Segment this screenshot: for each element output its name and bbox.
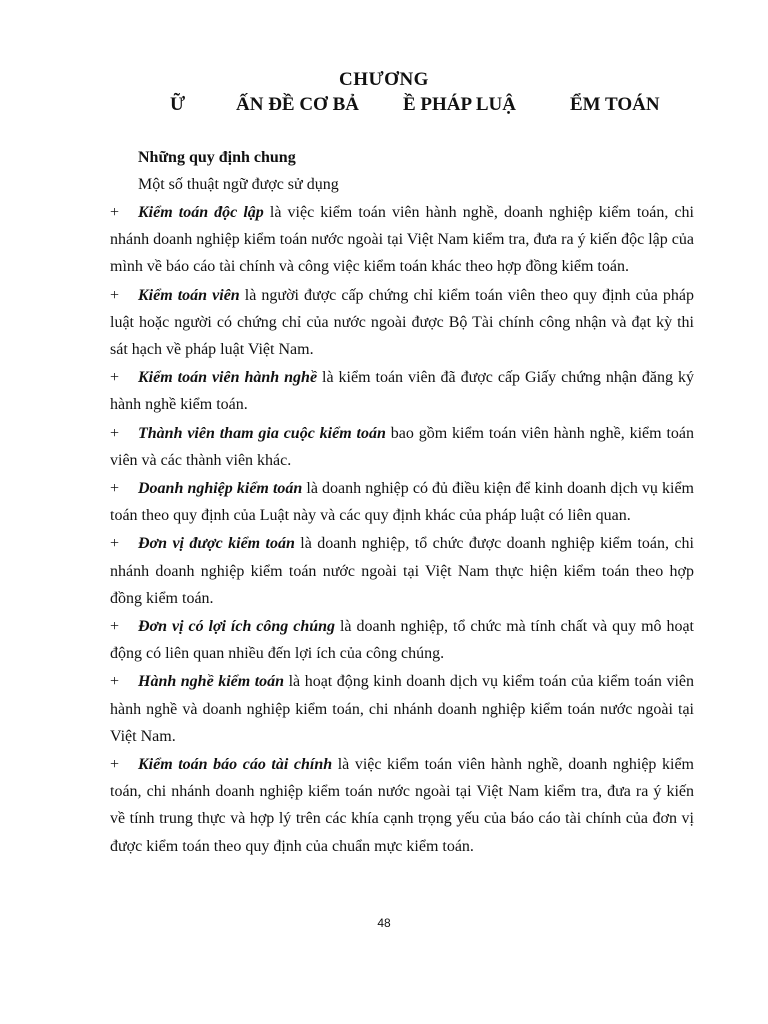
definition-item	[110, 751, 694, 860]
definition-term: Hành nghề kiểm toán	[138, 673, 285, 691]
definition-text: là doanh nghiệp, tổ chức được doanh nghiệp kiểm toán, chi nhánh doanh nghiệp kiểm toán nước ngoài tại Việt Nam thực hiện kiểm toán theo hợp đồng kiểm toán.	[110, 535, 695, 607]
definition-text: là kiểm toán viên đã được cấp Giấy chứng nhận đăng ký hành nghề kiểm toán.	[110, 369, 694, 414]
definition-term: Đơn vị được kiểm toán	[138, 535, 295, 553]
definition-item	[110, 668, 694, 750]
definition-text: là doanh nghiệp, tổ chức mà tính chất và quy mô hoạt động có liên quan nhiều đến lợi ích của công chúng.	[110, 618, 695, 663]
definition-item	[110, 475, 694, 529]
definition-term: Doanh nghiệp kiểm toán	[138, 480, 303, 498]
chapter-title-block	[0, 68, 768, 92]
definition-term: Đơn vị có lợi ích công chúng	[138, 618, 336, 636]
subtitle-fragment: ỂM TOÁN	[570, 94, 660, 115]
bullet: +	[110, 756, 120, 774]
definition-text: là hoạt động kinh doanh dịch vụ kiểm toán của kiểm toán viên hành nghề và doanh nghiệp kiểm toán, chi nhánh doanh nghiệp kiểm toán nước ngoài tại Việt Nam.	[110, 673, 694, 745]
bullet: +	[110, 673, 120, 691]
definition-text: bao gồm kiểm toán viên hành nghề, kiểm toán viên và các thành viên khác.	[110, 424, 695, 469]
definition-term: Thành viên tham gia cuộc kiểm toán	[138, 424, 386, 442]
definition-item	[110, 364, 694, 418]
bullet: +	[110, 535, 120, 553]
bullet: +	[110, 369, 120, 387]
definitions-list	[110, 199, 694, 861]
chapter-subtitle	[170, 93, 690, 117]
definition-item	[110, 613, 694, 667]
bullet: +	[110, 204, 120, 221]
definition-item	[110, 420, 694, 474]
definition-term: Kiểm toán độc lập	[138, 204, 264, 221]
subtitle-fragment: Ữ	[170, 94, 186, 115]
subtitle-fragment: Ề PHÁP LUẬ	[403, 94, 516, 115]
subtitle-fragment: ẤN ĐỀ CƠ BẢ	[236, 94, 359, 115]
bullet: +	[110, 424, 120, 442]
bullet: +	[110, 480, 120, 498]
definition-text: là doanh nghiệp có đủ điều kiện để kinh doanh dịch vụ kiểm toán theo quy định của Luật này và các quy định khác của pháp luật có liên quan.	[110, 480, 695, 525]
section-intro: Một số thuật ngữ được sử dụng	[138, 176, 339, 193]
definition-term: Kiểm toán viên	[138, 286, 240, 304]
page-number: 48	[377, 916, 391, 930]
definition-text: là người được cấp chứng chỉ kiểm toán viên theo quy định của pháp luật hoặc người có chứng chỉ của nước ngoài được Bộ Tài chính công nhận và đạt kỳ thi sát hạch về pháp luật Việt Nam.	[110, 286, 694, 359]
section-heading: Những quy định chung	[138, 149, 296, 166]
definition-term: Kiểm toán viên hành nghề	[138, 369, 318, 387]
definition-text: là việc kiểm toán viên hành nghề, doanh nghiệp kiểm toán, chi nhánh doanh nghiệp kiểm toán nước ngoài tại Việt Nam kiểm tra, đưa ra ý kiến độc lập của mình về báo cáo tài chính và công việc kiểm toán khác theo hợp đồng kiểm toán.	[110, 204, 695, 276]
definition-item	[110, 530, 694, 612]
definition-term: Kiểm toán báo cáo tài chính	[138, 756, 333, 774]
definition-item	[110, 282, 694, 364]
bullet: +	[110, 618, 120, 636]
chapter-label: CHƯƠNG	[339, 69, 429, 90]
bullet: +	[110, 286, 120, 304]
definition-text: là việc kiểm toán viên hành nghề, doanh nghiệp kiểm toán, chi nhánh doanh nghiệp kiểm toán nước ngoài tại Việt Nam kiểm tra, đưa ra ý kiến về tính trung thực và hợp lý trên các khía cạnh trọng yếu của báo cáo tài chính của đơn vị được kiểm toán theo quy định của chuẩn mực kiểm toán.	[110, 756, 694, 855]
definition-item	[110, 199, 694, 281]
